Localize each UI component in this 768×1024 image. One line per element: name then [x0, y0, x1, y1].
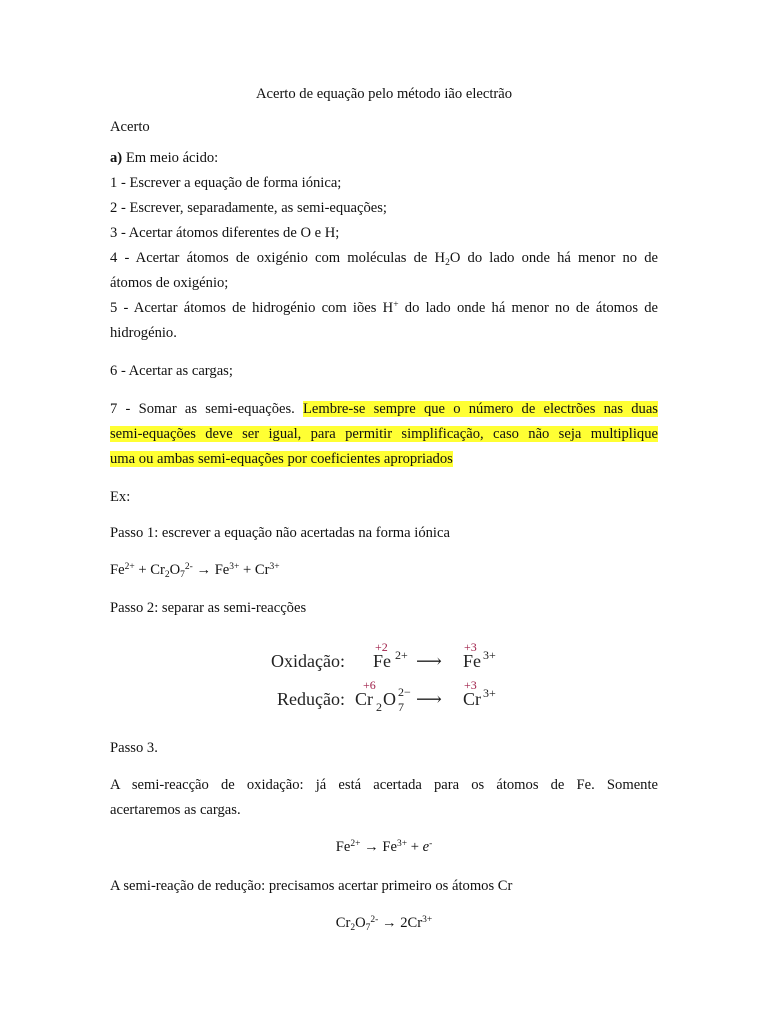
- ox-right-charge: 3+: [483, 648, 496, 662]
- step-4: 4 - Acertar átomos de oxigénio com moléculas de $H_2O$ do lado onde há menor no de: [110, 250, 658, 268]
- document-title: Acerto de equação pelo método ião electrão: [255, 86, 513, 102]
- oxidation-label: Oxidação:: [271, 651, 345, 671]
- passo-2: Passo 2: separar as semi-reacções: [110, 600, 307, 616]
- passo-3-text-3: A semi-reação de redução: precisamos acertar primeiro os átomos Cr: [110, 878, 513, 894]
- red-right-charge: 3+: [483, 686, 496, 700]
- passo-3-text-2: acertaremos as cargas.: [110, 802, 241, 818]
- step-1: 1 - Escrever a equação de forma iónica;: [110, 175, 342, 191]
- section-a-label: a): [110, 150, 123, 166]
- ox-number-fe2: +2: [375, 640, 388, 654]
- red-left-species: Cr: [355, 689, 373, 709]
- section-heading: Acerto: [110, 119, 150, 135]
- ox-number-fe3: +3: [464, 640, 477, 654]
- red-left-mid: O: [383, 689, 396, 709]
- ox-arrow: ⟶: [416, 651, 442, 671]
- step-4-text-b: O do lado onde há menor no de: [449, 250, 658, 266]
- step-5-cont: hidrogénio.: [110, 325, 177, 341]
- step-5-text-b: do lado onde há menor no de átomos de: [398, 300, 658, 316]
- equation-3: $Cr_2O_7^{2-} \to 2Cr^{3+}$: [335, 915, 433, 933]
- step-2: 2 - Escrever, separadamente, as semi-equações;: [110, 200, 387, 216]
- passo-3-text-1: A semi-reacção de oxidação: já está acertada para os átomos de Fe. Somente: [110, 777, 658, 793]
- reduction-label: Redução:: [277, 689, 345, 709]
- highlight-line-2: semi-equações deve ser igual, para permitir simplificação, caso não seja multiplique: [110, 426, 658, 442]
- ox-number-cr6: +6: [363, 678, 376, 692]
- section-a-text: Em meio ácido:: [122, 150, 219, 166]
- passo-3: Passo 3.: [110, 740, 158, 756]
- ox-left-species: Fe: [373, 651, 391, 671]
- highlight-line-1: Lembre-se sempre que o número de electrões nas duas: [303, 401, 658, 417]
- equation-1: $Fe^{2+} + Cr_2O_7^{2-} \to Fe^{3+} + Cr^{3+}$: [110, 562, 280, 580]
- ox-number-cr3: +3: [464, 678, 477, 692]
- highlight-line-3: uma ou ambas semi-equações por coeficientes apropriados: [110, 451, 453, 467]
- red-left-charge: 2−: [398, 685, 411, 699]
- red-left-sub1: 2: [376, 700, 382, 714]
- passo-1: Passo 1: escrever a equação não acertadas na forma iónica: [110, 525, 450, 541]
- red-left-sub2: 7: [398, 700, 404, 714]
- example-label: Ex:: [110, 489, 131, 505]
- step-4-text-a: 4 - Acertar átomos de oxigénio com moléculas de H: [110, 250, 446, 266]
- step-4-cont: átomos de oxigénio;: [110, 275, 229, 291]
- step-3: 3 - Acertar átomos diferentes de O e H;: [110, 225, 340, 241]
- red-arrow: ⟶: [416, 689, 442, 709]
- red-right-species: Cr: [463, 689, 481, 709]
- equation-2: $Fe^{2+} \to Fe^{3+} + e^-$: [335, 839, 433, 855]
- step-5: 5 - Acertar átomos de hidrogénio com iões H+ do lado onde há menor no de átomos de: [110, 300, 658, 316]
- step-5-text-a: 5 - Acertar átomos de hidrogénio com iões H: [110, 300, 394, 316]
- ox-right-species: Fe: [463, 651, 481, 671]
- step-7-text: 7 - Somar as semi-equações.: [110, 401, 304, 417]
- step-6: 6 - Acertar as cargas;: [110, 363, 233, 379]
- ox-left-charge: 2+: [395, 648, 408, 662]
